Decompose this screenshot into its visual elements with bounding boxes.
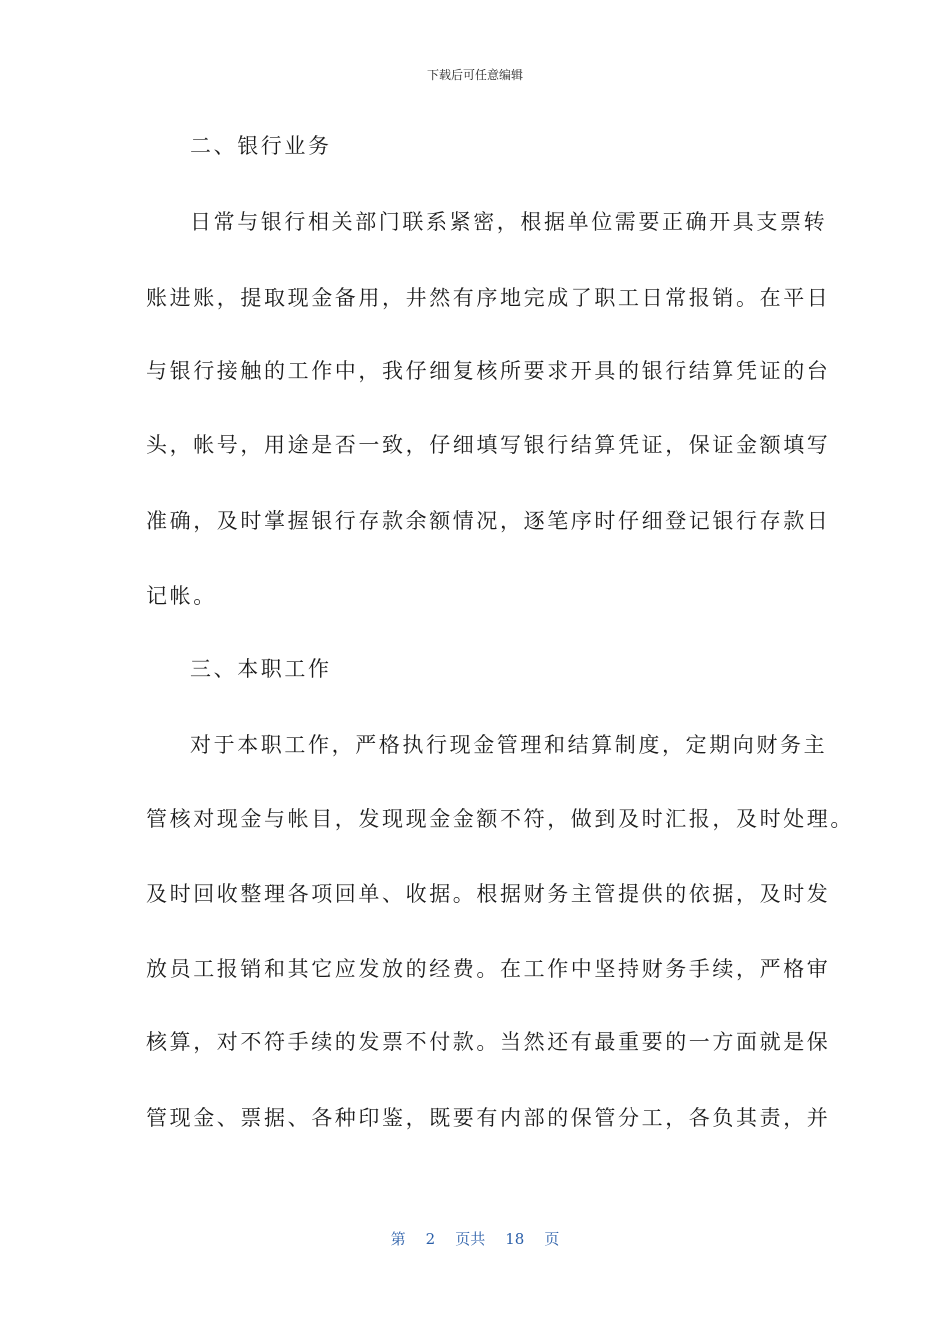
- paragraph-line: 头，帐号，用途是否一致，仔细填写银行结算凭证，保证金额填写: [146, 433, 831, 457]
- paragraph-line: 放员工报销和其它应发放的经费。在工作中坚持财务手续，严格审: [146, 957, 831, 981]
- footer-total-pages: 18: [505, 1230, 525, 1248]
- header-note: 下载后可任意编辑: [426, 68, 523, 82]
- paragraph-line: 账进账，提取现金备用，井然有序地完成了职工日常报销。在平日: [146, 286, 831, 310]
- section-heading-duties: 三、本职工作: [190, 657, 332, 681]
- footer-page-number: 2: [425, 1230, 436, 1248]
- paragraph-line: 日常与银行相关部门联系紧密，根据单位需要正确开具支票转: [190, 210, 828, 234]
- paragraph-line: 管现金、票据、各种印鉴，既要有内部的保管分工，各负其责，并: [146, 1106, 831, 1130]
- paragraph-line: 与银行接触的工作中，我仔细复核所要求开具的银行结算凭证的台: [146, 359, 831, 383]
- footer-prefix: 第: [390, 1230, 406, 1248]
- paragraph-line: 及时回收整理各项回单、收据。根据财务主管提供的依据，及时发: [146, 882, 831, 906]
- paragraph-line: 核算，对不符手续的发票不付款。当然还有最重要的一方面就是保: [146, 1030, 831, 1054]
- page-footer: [0, 1228, 950, 1249]
- paragraph-line: 管核对现金与帐目，发现现金金额不符，做到及时汇报，及时处理。: [146, 807, 854, 831]
- paragraph-line: 对于本职工作，严格执行现金管理和结算制度，定期向财务主: [190, 733, 828, 757]
- footer-suffix: 页: [544, 1230, 560, 1248]
- section-heading-bank: 二、银行业务: [190, 134, 332, 158]
- footer-middle: 页共: [455, 1230, 486, 1248]
- paragraph-line: 记帐。: [146, 584, 217, 608]
- paragraph-line: 准确，及时掌握银行存款余额情况，逐笔序时仔细登记银行存款日: [146, 509, 831, 533]
